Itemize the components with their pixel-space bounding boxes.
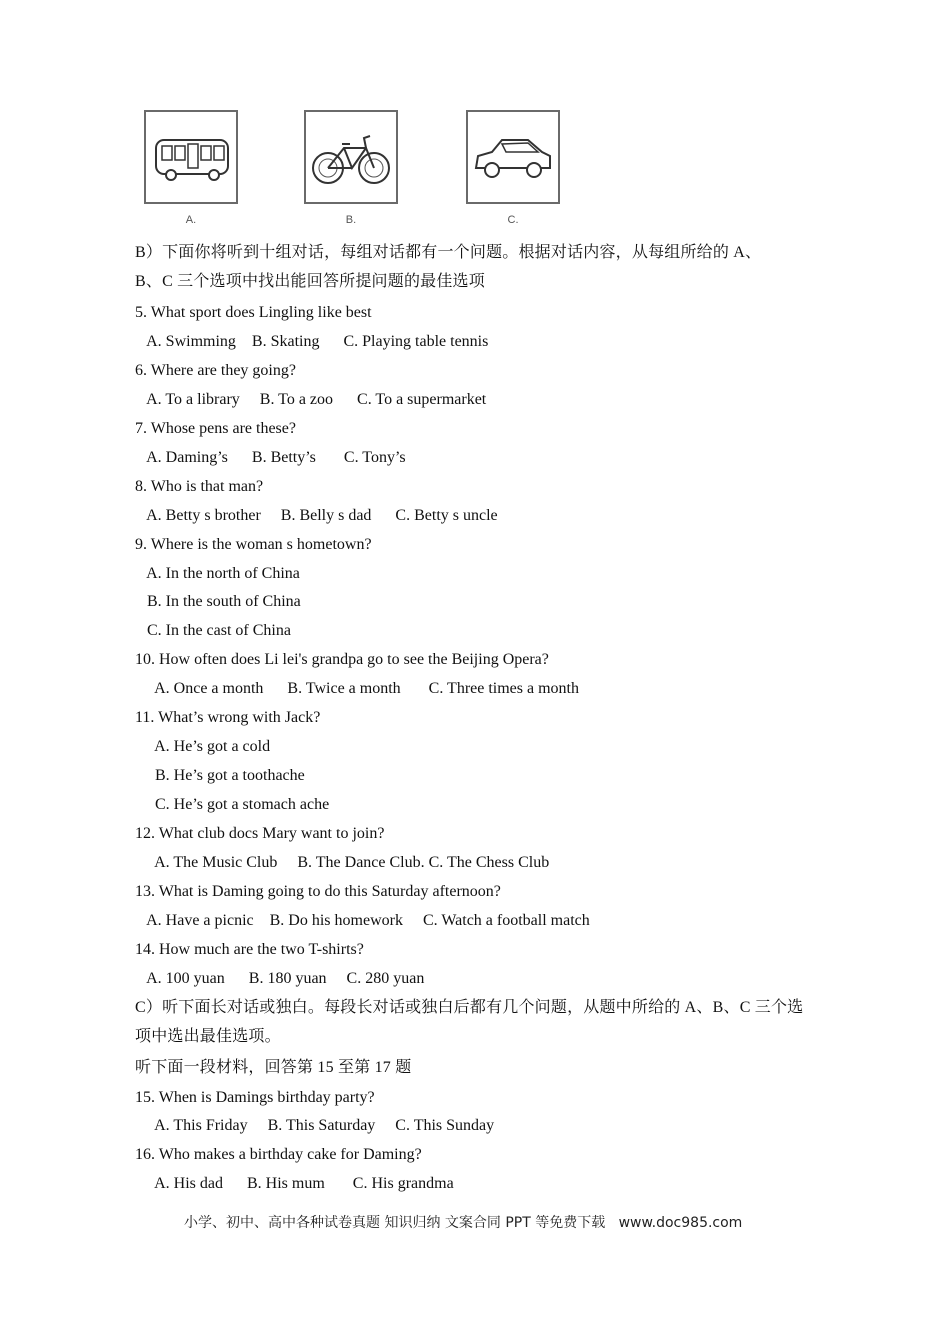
picture-option-c (466, 110, 560, 232)
question-13: 13. What is Daming going to do this Saturday afternoon? (135, 883, 501, 900)
question-14-options: A. 100 yuan B. 180 yuan C. 280 yuan (135, 970, 425, 987)
picture-caption: C. (507, 214, 519, 226)
question-8: 8. Who is that man? (135, 478, 264, 495)
question-9-option-c: C. In the cast of China (135, 622, 291, 639)
section-c-material-note: 听下面一段材料，回答第 15 至第 17 题 (135, 1059, 412, 1076)
bus-icon (144, 110, 238, 204)
question-16: 16. Who makes a birthday cake for Daming? (135, 1146, 422, 1163)
question-10-options: A. Once a month B. Twice a month C. Three times a month (135, 680, 579, 697)
question-6-options: A. To a library B. To a zoo C. To a supermarket (135, 391, 487, 408)
question-11-option-a: A. He’s got a cold (135, 738, 271, 755)
question-14: 14. How much are the two T-shirts? (135, 941, 364, 958)
question-9-option-b: B. In the south of China (135, 593, 301, 610)
picture-option-b (304, 110, 398, 232)
question-10: 10. How often does Li lei's grandpa go to see the Beijing Opera? (135, 651, 549, 668)
bicycle-icon (304, 110, 398, 204)
question-12-options: A. The Music Club B. The Dance Club. C. The Chess Club (135, 854, 550, 871)
question-5: 5. What sport does Lingling like best (135, 304, 372, 321)
question-7-options: A. Daming’s B. Betty’s C. Tony’s (135, 449, 406, 466)
question-5-options: A. Swimming B. Skating C. Playing table tennis (135, 333, 489, 350)
picture-caption: B. (345, 214, 357, 226)
question-11-option-b: B. He’s got a toothache (135, 767, 305, 784)
question-11: 11. What’s wrong with Jack? (135, 709, 321, 726)
question-13-options: A. Have a picnic B. Do his homework C. Watch a football match (135, 912, 590, 929)
question-9: 9. Where is the woman s hometown? (135, 536, 372, 553)
section-b-instruction-cont: B、C 三个选项中找出能回答所提问题的最佳选项 (135, 273, 485, 290)
question-16-options: A. His dad B. His mum C. His grandma (135, 1175, 454, 1192)
car-icon (466, 110, 560, 204)
picture-options (140, 110, 580, 235)
picture-caption: A. (185, 214, 197, 226)
question-9-option-a: A. In the north of China (135, 565, 300, 582)
section-c-instruction: C）听下面长对话或独白。每段长对话或独白后都有几个问题，从题中所给的 A、B、C 三个选 (135, 999, 804, 1016)
question-15: 15. When is Damings birthday party? (135, 1089, 375, 1106)
question-11-option-c: C. He’s got a stomach ache (135, 796, 330, 813)
section-b-instruction: B）下面你将听到十组对话，每组对话都有一个问题。根据对话内容，从每组所给的 A、 (135, 244, 762, 261)
question-7: 7. Whose pens are these? (135, 420, 296, 437)
question-8-options: A. Betty s brother B. Belly s dad C. Betty s uncle (135, 507, 498, 524)
picture-option-a (144, 110, 238, 232)
section-c-instruction-cont: 项中选出最佳选项。 (135, 1028, 281, 1045)
question-6: 6. Where are they going? (135, 362, 296, 379)
page-footer: 小学、初中、高中各种试卷真题 知识归纳 文案合同 PPT 等免费下载 www.doc985.com (184, 1215, 743, 1231)
question-12: 12. What club docs Mary want to join? (135, 825, 385, 842)
question-15-options: A. This Friday B. This Saturday C. This Sunday (135, 1117, 495, 1134)
